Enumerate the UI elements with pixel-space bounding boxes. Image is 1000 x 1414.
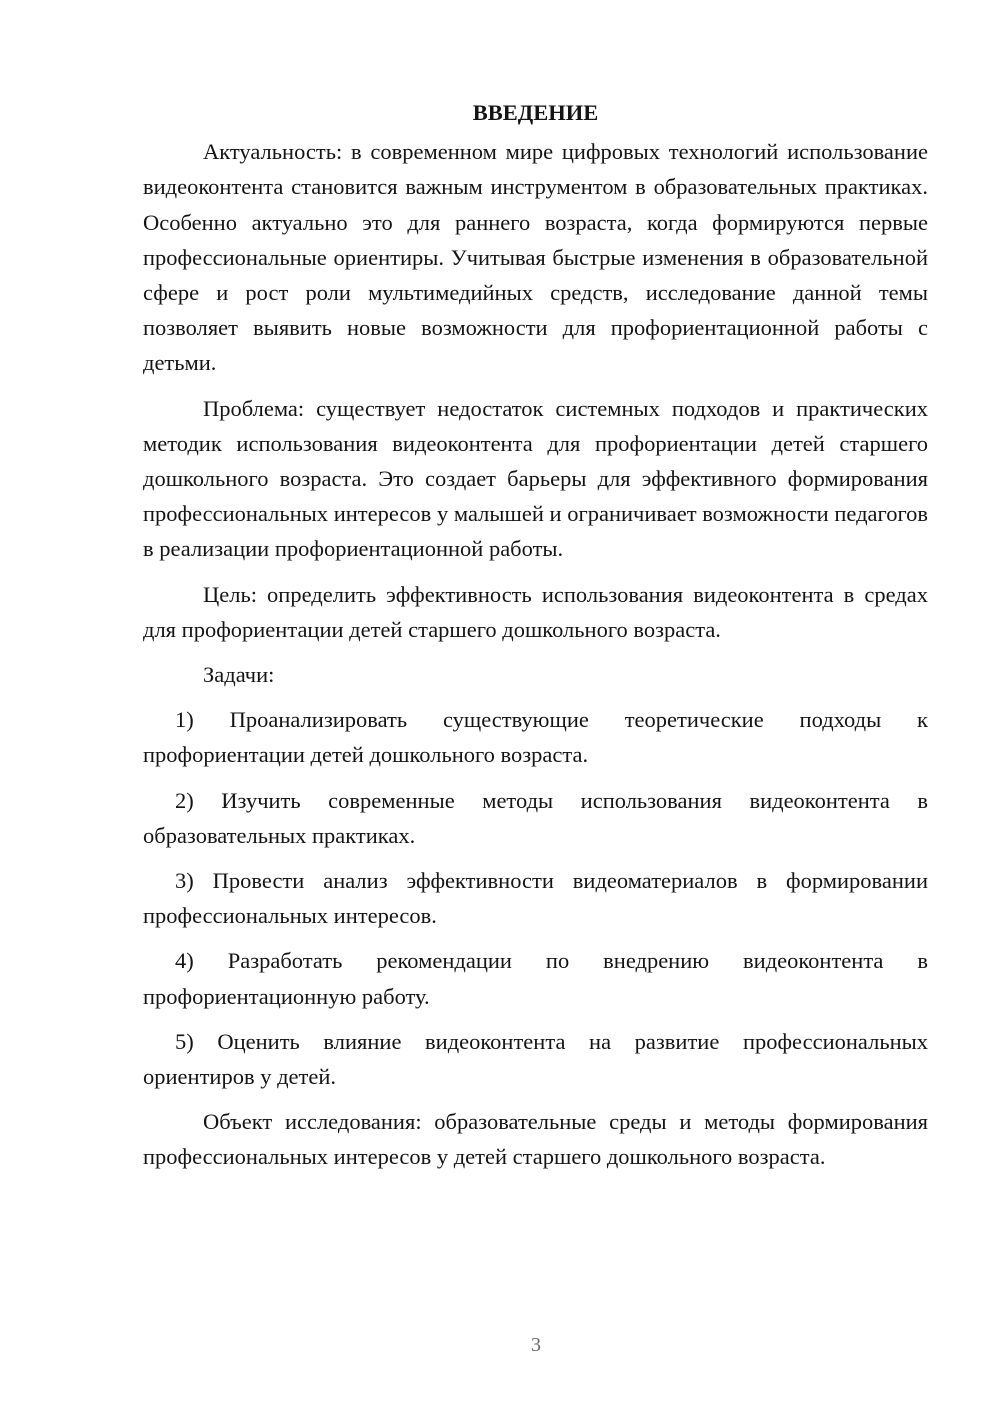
page-number: 3: [531, 1334, 541, 1356]
tasks-label: Задачи:: [203, 662, 275, 688]
goal-paragraph: Цель: определить эффективность использования видеоконтента в средах для профориентации детей старшего дошкольного возраста.: [143, 581, 928, 642]
list-item: 4) Разработать рекомендации по внедрению видеоконтента в профориентационную работу.: [143, 948, 928, 1009]
list-item: 5) Оценить влияние видеоконтента на развитие профессиональных ориентиров у детей.: [143, 1028, 928, 1090]
list-item: 2) Изучить современные методы использования видеоконтента в образовательных практиках.: [143, 787, 928, 848]
section-heading: ВВЕДЕНИЕ: [472, 100, 599, 125]
list-item: 3) Провести анализ эффективности видеоматериалов в формировании профессиональных интересов.: [143, 868, 928, 929]
problem-paragraph: Проблема: существует недостаток системных подходов и практических методик использования видеоконтента для профориентации детей старшего дошкольного возраста. Это создает барьеры для эффективного формирования профессиональных интересов у малышей и ограничивает возможности педагогов в реализации профориентационной работы.: [143, 395, 928, 562]
tasks-list: [143, 702, 928, 1094]
document-body: [143, 95, 928, 1185]
list-item: 1) Проанализировать существующие теоретические подходы к профориентации детей дошкольного возраста.: [143, 707, 928, 768]
relevance-paragraph: Актуальность: в современном мире цифровых технологий использование видеоконтента становится важным инструментом в образовательных практиках. Особенно актуально это для раннего возраста, когда формируются первые профессиональные ориентиры. Учитывая быстрые изменения в образовательной сфере и рост роли мультимедийных средств, исследование данной темы позволяет выявить новые возможности для профориентационной работы с детьми.: [143, 139, 928, 376]
object-paragraph: Объект исследования: образовательные среды и методы формирования профессиональных интересов у детей старшего дошкольного возраста.: [143, 1109, 928, 1170]
